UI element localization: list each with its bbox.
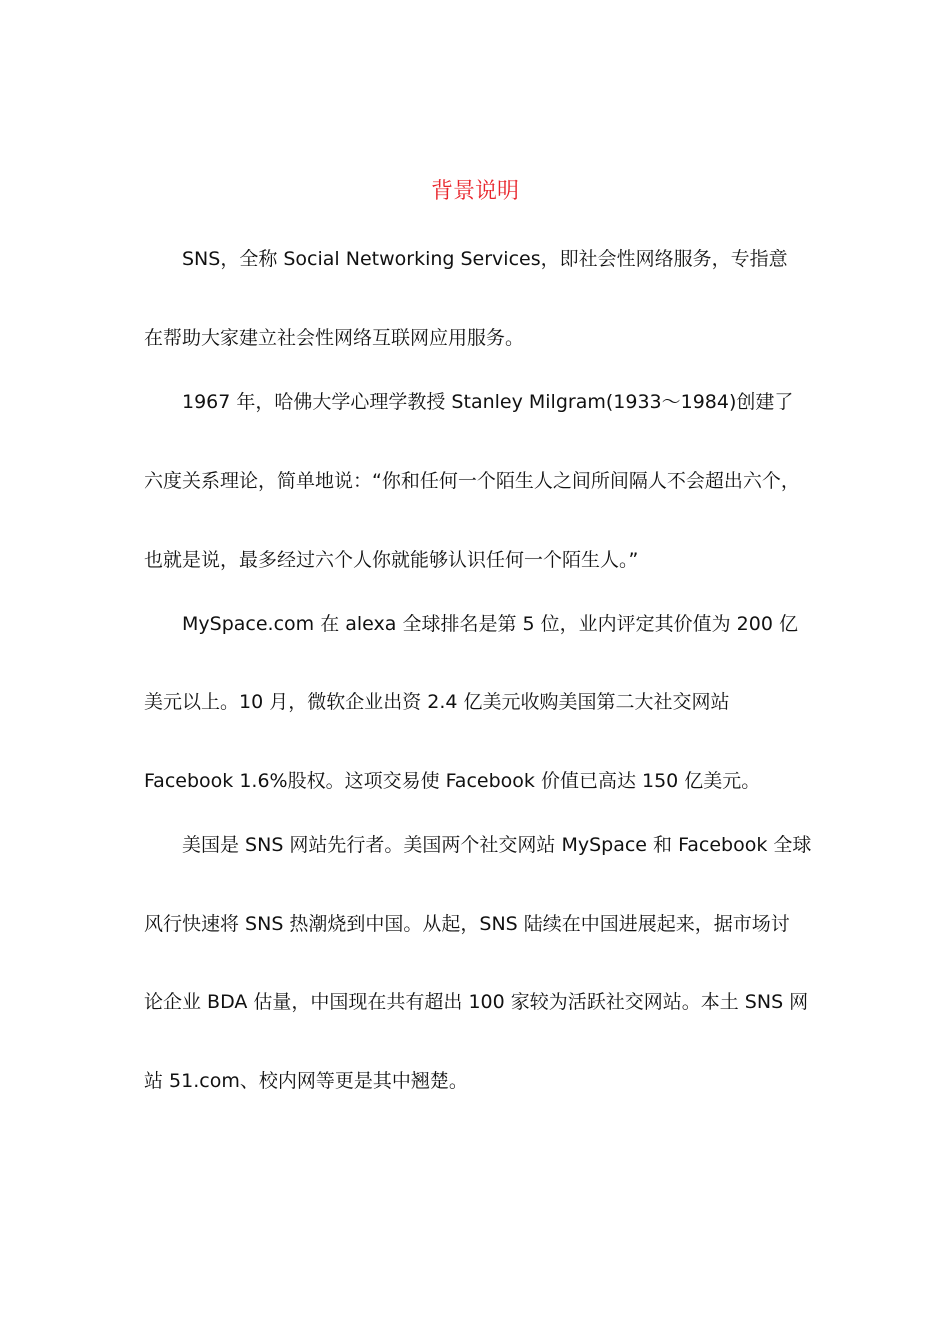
- paragraph-3-line-3: Facebook 1.6%股权。这项交易使 Facebook 价值已高达 150 亿美元。: [144, 770, 761, 792]
- paragraph-4-line-3: 论企业 BDA 估量，中国现在共有超出 100 家较为活跃社交网站。本土 SNS 网: [144, 991, 809, 1013]
- paragraph-2-line-3: 也就是说，最多经过六个人你就能够认识任何一个陌生人。”: [144, 549, 639, 571]
- paragraph-3-line-2: 美元以上。10 月，微软企业出资 2.4 亿美元收购美国第二大社交网站: [144, 691, 730, 713]
- paragraph-1-line-2: 在帮助大家建立社会性网络互联网应用服务。: [144, 327, 525, 349]
- paragraph-4-line-1: 美国是 SNS 网站先行者。美国两个社交网站 MySpace 和 Facebook 全球: [182, 834, 812, 856]
- document-title: 背景说明: [430, 179, 519, 204]
- paragraph-2-line-1: 1967 年，哈佛大学心理学教授 Stanley Milgram(1933～1984)创建了: [182, 391, 794, 413]
- paragraph-4-line-2: 风行快速将 SNS 热潮烧到中国。从起，SNS 陆续在中国进展起来，据市场讨: [144, 913, 790, 935]
- paragraph-2-line-2: 六度关系理论，简单地说：“你和任何一个陌生人之间所间隔人不会超出六个，: [144, 470, 800, 492]
- paragraph-4-line-4: 站 51.com、校内网等更是其中翘楚。: [144, 1070, 468, 1092]
- paragraph-1-line-1: SNS，全称 Social Networking Services，即社会性网络服务，专指意: [182, 248, 788, 270]
- paragraph-3-line-1: MySpace.com 在 alexa 全球排名是第 5 位，业内评定其价值为 200 亿: [182, 613, 798, 635]
